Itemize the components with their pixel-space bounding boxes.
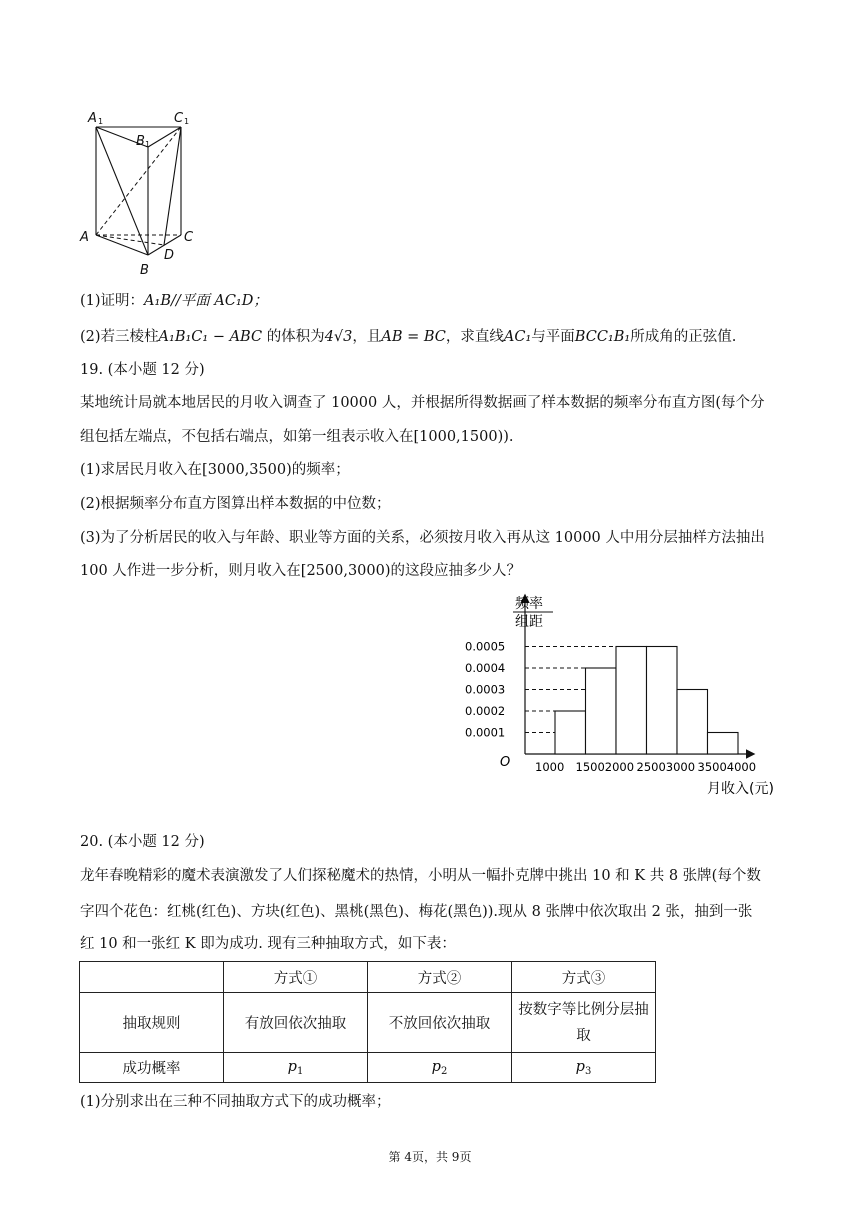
label-b1: B	[136, 134, 145, 149]
table-header-empty	[80, 962, 224, 993]
q19-intro-1: 某地统计局就本地居民的月收入调查了 10000 人，并根据所得数据画了样本数据的频率分布直方图(每个分	[80, 395, 765, 411]
histogram-bar	[708, 733, 739, 755]
q19-part2: (2)根据频率分布直方图算出样本数据的中位数；	[80, 496, 391, 512]
histogram-bar	[555, 711, 586, 754]
page-footer: 第 4页，共 9页	[388, 1150, 472, 1164]
svg-text:1: 1	[184, 117, 190, 126]
xlabel: 月收入(元)	[707, 781, 774, 797]
table-header-method2: 方式②	[368, 962, 512, 993]
prob-method2: $p_2$	[368, 1053, 512, 1083]
histogram-bar	[586, 668, 617, 754]
origin-label: O	[500, 755, 511, 770]
table-row	[80, 993, 656, 1053]
income-histogram	[455, 588, 800, 803]
label-c1: C	[174, 111, 184, 126]
rule-method2: 不放回依次抽取	[368, 993, 512, 1053]
q18-part2: (2)若三棱柱A₁B₁C₁ − ABC 的体积为4√3，且AB = BC，求直线AC₁与平面BCC₁B₁所成角的正弦值.	[80, 329, 737, 345]
y-tick-label: 0.0004	[465, 661, 506, 675]
q19-intro-2: 组包括左端点，不包括右端点，如第一组表示收入在[1000,1500)).	[80, 429, 514, 445]
ylabel-top: 频率	[515, 596, 543, 612]
prob-method1: $p_1$	[224, 1053, 368, 1083]
histogram-bar	[647, 647, 678, 755]
q18-part1: (1)证明：A₁B//平面 AC₁D；	[80, 293, 268, 309]
x-tick-label: 1000	[535, 760, 565, 774]
q19-part3-2: 100 人作进一步分析，则月收入在[2500,3000)的这段应抽多少人？	[80, 563, 522, 579]
svg-text:1: 1	[145, 140, 151, 149]
histogram-bar	[677, 690, 708, 755]
label-c: C	[184, 230, 194, 245]
prob-method3: $p_3$	[512, 1053, 656, 1083]
y-tick-label: 0.0005	[465, 639, 506, 654]
rule-method3: 按数字等比例分层抽 取	[512, 993, 656, 1053]
histogram-bar	[616, 647, 647, 755]
q20-intro-2: 字四个花色：红桃(红色)、方块(红色)、黑桃(黑色)、梅花(黑色)).现从 8 张牌中依次取出 2 张，抽到一张	[80, 904, 753, 920]
q20-intro-1: 龙年春晚精彩的魔术表演激发了人们探秘魔术的热情，小明从一幅扑克牌中挑出 10 和 K 共 8 张牌(每个数	[80, 868, 761, 884]
prism-figure	[78, 108, 208, 280]
label-d: D	[164, 248, 175, 263]
q20-heading: 20. (本小题 12 分)	[80, 834, 205, 850]
x-tick-label: 35004000	[697, 760, 757, 774]
label-b: B	[140, 263, 149, 278]
table-header-method1: 方式①	[224, 962, 368, 993]
table-header-row	[80, 962, 656, 993]
y-tick-label: 0.0003	[465, 682, 506, 697]
row-label-prob: 成功概率	[80, 1053, 224, 1083]
q19-part3-1: (3)为了分析居民的收入与年龄、职业等方面的关系，必须按月收入再从这 10000 人中用分层抽样方法抽出	[80, 530, 765, 546]
y-tick-label: 0.0001	[465, 725, 506, 740]
table-header-method3: 方式③	[512, 962, 656, 993]
label-a: A	[80, 230, 89, 245]
label-a1: A	[88, 111, 97, 126]
x-tick-label: 15002000	[575, 760, 635, 774]
q20-intro-3: 红 10 和一张红 K 即为成功. 现有三种抽取方式，如下表：	[80, 936, 456, 952]
ylabel-bottom: 组距	[515, 614, 543, 630]
x-tick-label: 25003000	[636, 760, 696, 774]
q19-part1: (1)求居民月收入在[3000,3500)的频率；	[80, 462, 350, 478]
row-label-rule: 抽取规则	[80, 993, 224, 1053]
q19-heading: 19. (本小题 12 分)	[80, 362, 205, 378]
rule-method1: 有放回依次抽取	[224, 993, 368, 1053]
sampling-table	[79, 961, 656, 1083]
y-tick-label: 0.0002	[465, 704, 506, 718]
svg-text:1: 1	[98, 117, 104, 126]
table-row	[80, 1053, 656, 1083]
q20-part1: (1)分别求出在三种不同抽取方式下的成功概率；	[80, 1094, 391, 1110]
